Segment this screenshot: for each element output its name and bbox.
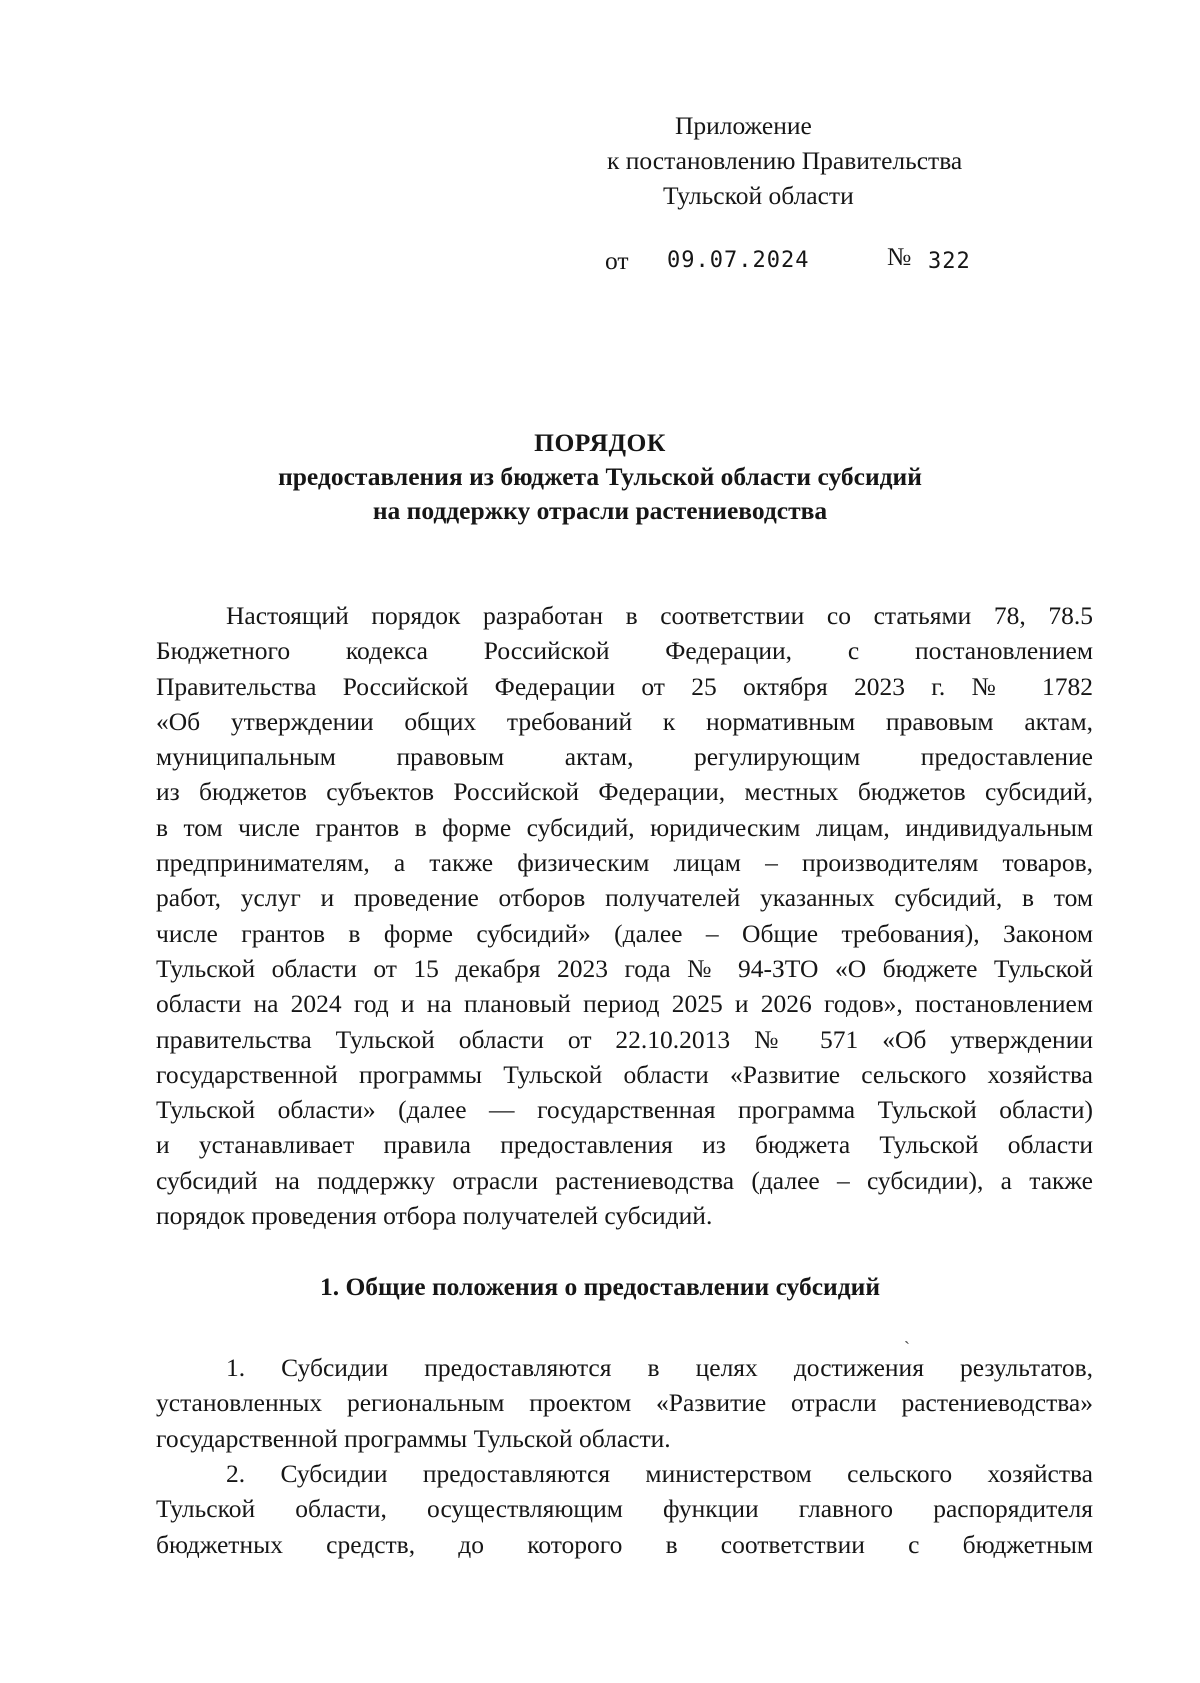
title-line-2: предоставления из бюджета Тульской области субсидий bbox=[278, 462, 922, 491]
intro-line: правительства Тульской области от 22.10.2013 № 571 «Об утверждении bbox=[156, 1024, 1093, 1054]
intro-line: предпринимателям, а также физическим лицам – производителям товаров, bbox=[156, 848, 1093, 878]
scan-speck-mark: ˏ bbox=[904, 1324, 910, 1344]
appendix-line-3: Тульской области bbox=[663, 181, 854, 210]
registration-number-sign: № bbox=[887, 242, 912, 271]
registration-number: 322 bbox=[928, 249, 971, 274]
intro-line: Тульской области от 15 декабря 2023 года № 94-ЗТО «О бюджете Тульской bbox=[156, 953, 1093, 983]
clause-1-line: государственной программы Тульской области. bbox=[156, 1423, 671, 1453]
intro-line: из бюджетов субъектов Российской Федерации, местных бюджетов субсидий, bbox=[156, 777, 1093, 807]
intro-line: Тульской области» (далее — государственная программа Тульской области) bbox=[156, 1095, 1093, 1125]
intro-line: муниципальным правовым актам, регулирующим предоставление bbox=[156, 742, 1093, 772]
section-1-heading: 1. Общие положения о предоставлении субсидий bbox=[319, 1272, 881, 1301]
document-title bbox=[150, 426, 1050, 528]
clause-2-line: Тульской области, осуществляющим функции главного распорядителя bbox=[156, 1494, 1093, 1524]
intro-line: Бюджетного кодекса Российской Федерации, с постановлением bbox=[156, 636, 1093, 666]
intro-line: области на 2024 год и на плановый период 2025 и 2026 годов», постановлением bbox=[156, 989, 1093, 1019]
appendix-line-2: к постановлению Правительства bbox=[607, 146, 963, 175]
clause-1-line: установленных региональным проектом «Развитие отрасли растениеводства» bbox=[156, 1388, 1093, 1418]
intro-line: Настоящий порядок разработан в соответствии со статьями 78, 78.5 bbox=[226, 601, 1093, 630]
appendix-line-1: Приложение bbox=[675, 111, 812, 140]
intro-paragraph bbox=[156, 598, 1093, 1233]
intro-line: в том числе грантов в форме субсидий, юридическим лицам, индивидуальным bbox=[156, 812, 1093, 842]
clause-2-line: бюджетных средств, до которого в соответствии с бюджетным bbox=[156, 1529, 1093, 1559]
intro-line: государственной программы Тульской области «Развитие сельского хозяйства bbox=[156, 1059, 1093, 1089]
intro-line: числе грантов в форме субсидий» (далее – Общие требования), Законом bbox=[156, 918, 1093, 948]
registration-date: 09.07.2024 bbox=[667, 248, 810, 273]
clause-2-paragraph bbox=[156, 1456, 1093, 1562]
intro-line: и устанавливает правила предоставления из бюджета Тульской области bbox=[156, 1130, 1093, 1160]
intro-line: порядок проведения отбора получателей субсидий. bbox=[156, 1201, 713, 1231]
clause-2-line: 2. Субсидии предоставляются министерством сельского хозяйства bbox=[226, 1459, 1093, 1488]
registration-from-label: от bbox=[605, 246, 629, 275]
intro-line: Правительства Российской Федерации от 25 октября 2023 г. № 1782 bbox=[156, 671, 1093, 701]
intro-line: работ, услуг и проведение отборов получателей указанных субсидий, в том bbox=[156, 883, 1093, 913]
appendix-block bbox=[560, 108, 1000, 213]
registration-line bbox=[605, 242, 971, 278]
clause-1-line: 1. Субсидии предоставляются в целях достижения результатов, bbox=[226, 1353, 1093, 1382]
title-line-3: на поддержку отрасли растениеводства bbox=[372, 496, 828, 525]
intro-line: субсидий на поддержку отрасли растениеводства (далее – субсидии), а также bbox=[156, 1165, 1093, 1195]
clause-1-paragraph bbox=[156, 1350, 1093, 1456]
title-heading: ПОРЯДОК bbox=[534, 428, 666, 457]
intro-line: «Об утверждении общих требований к нормативным правовым актам, bbox=[156, 706, 1093, 736]
